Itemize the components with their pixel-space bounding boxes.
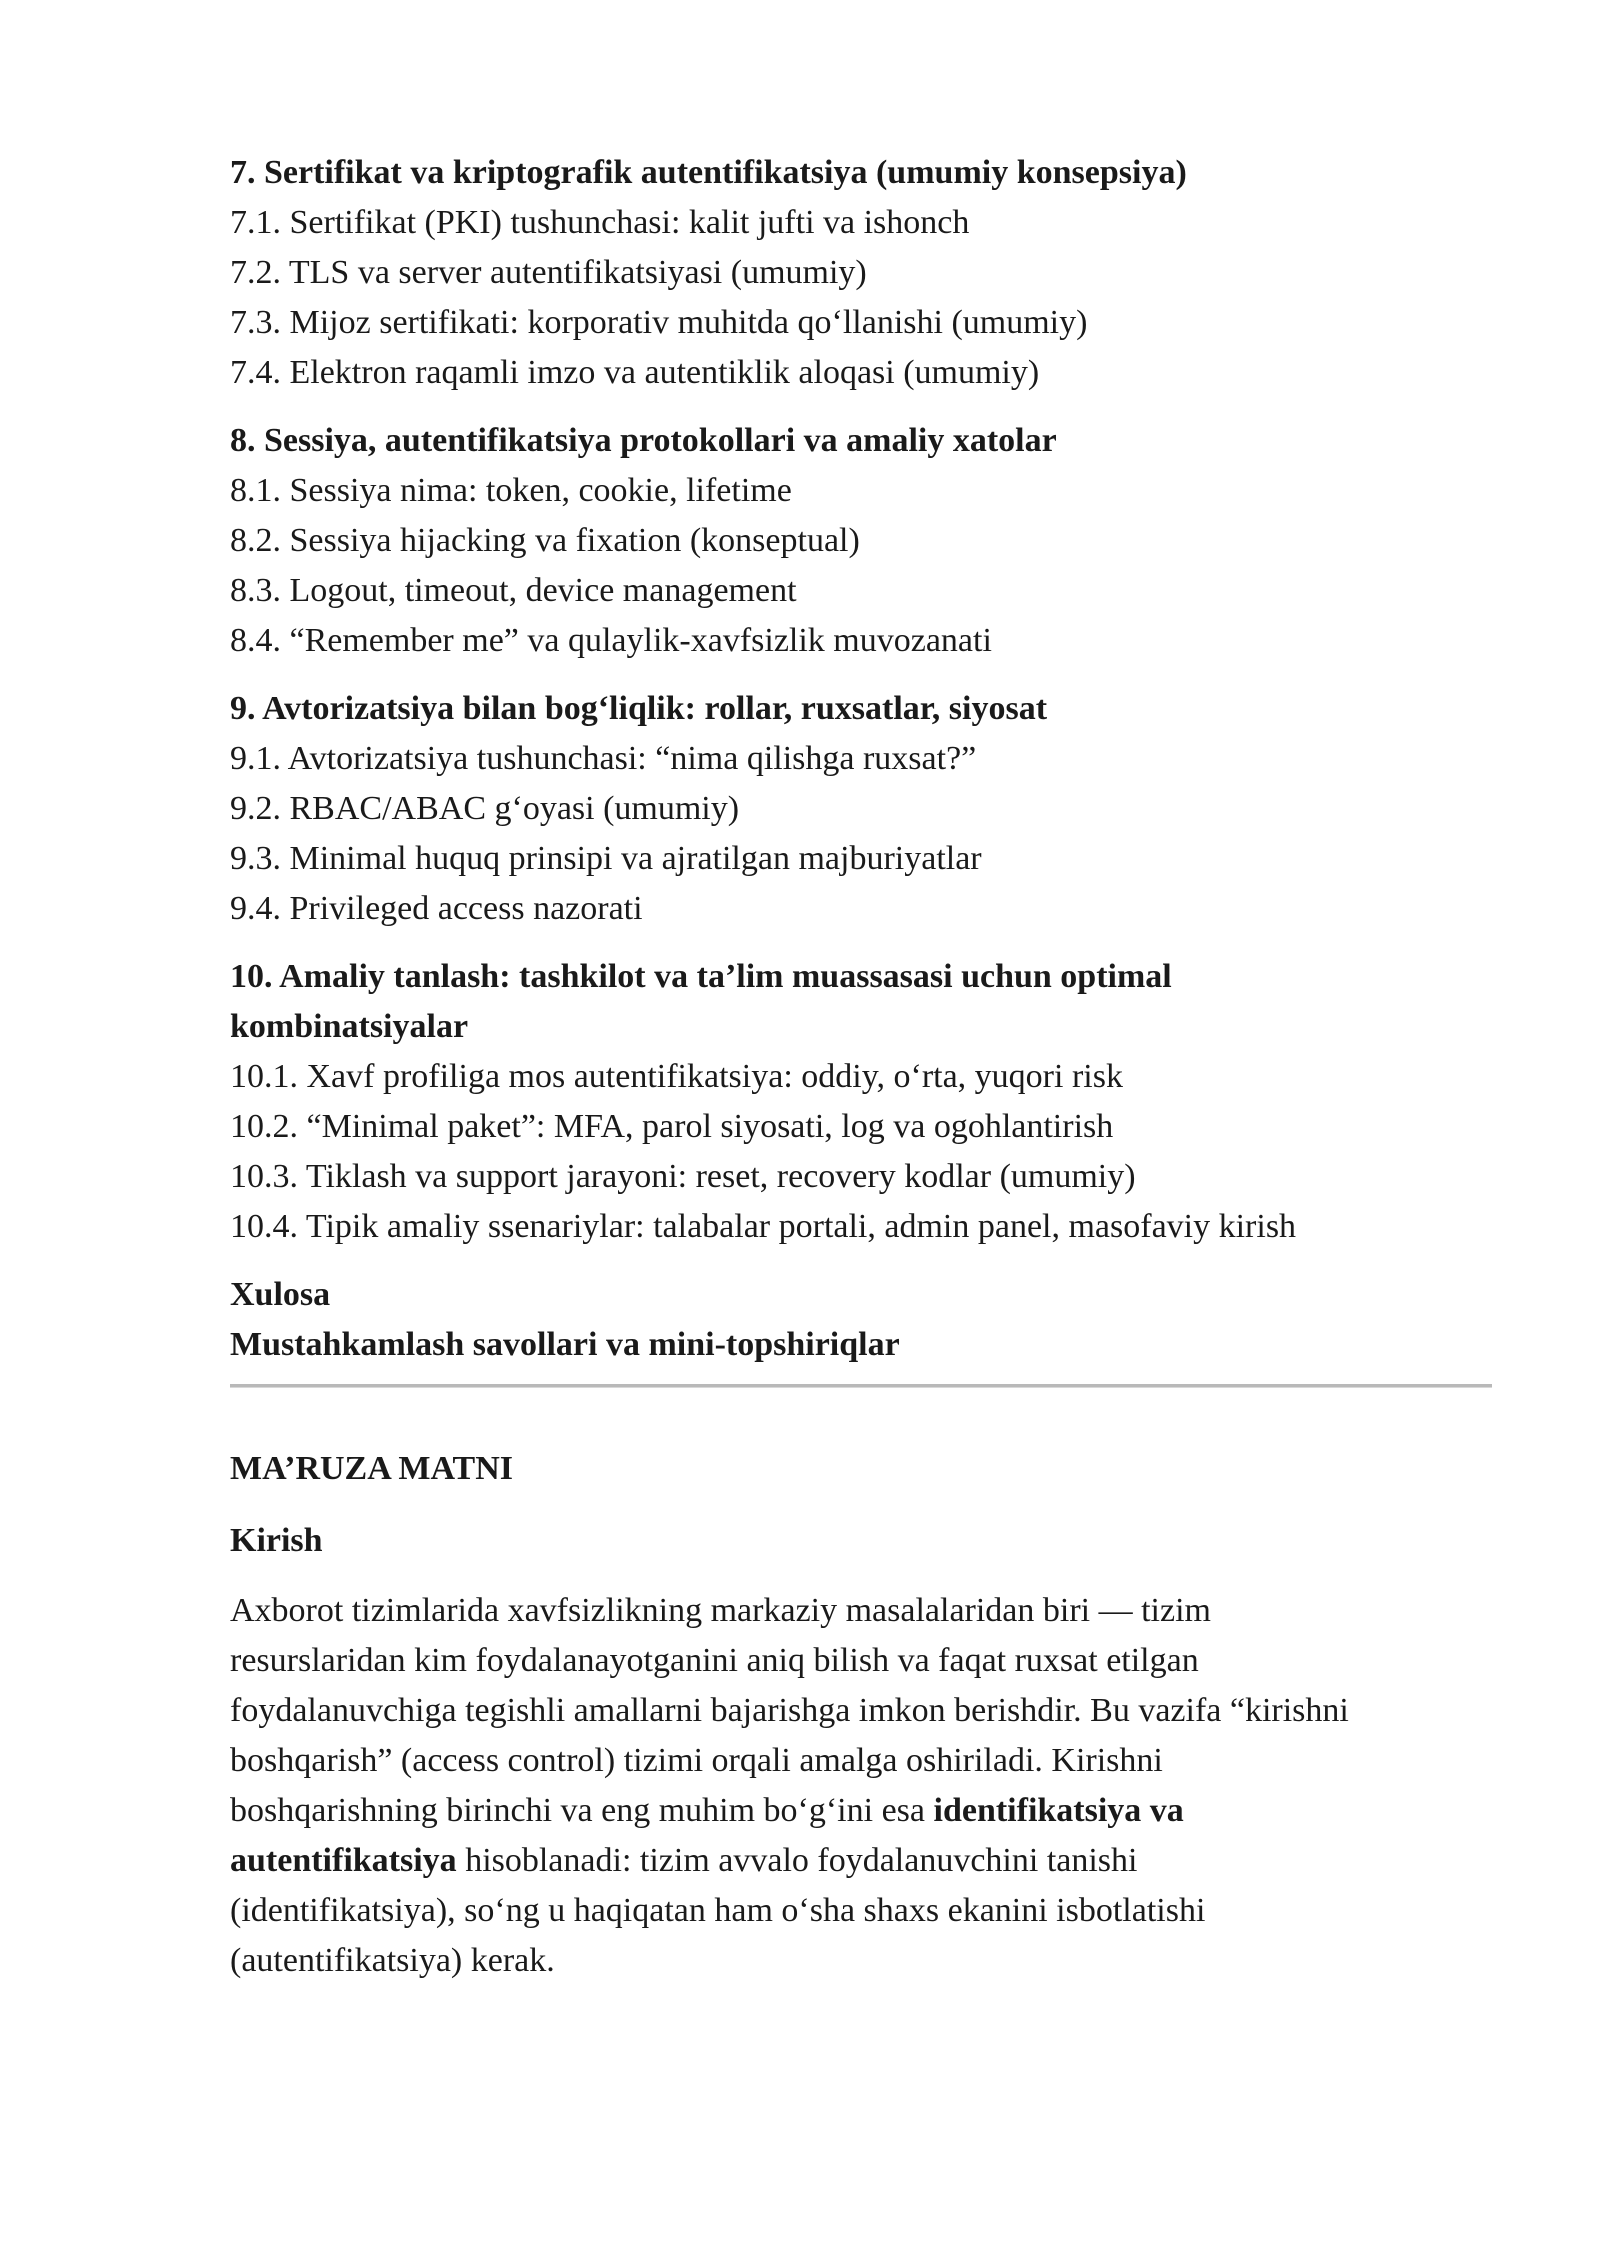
toc-item-10-2: 10.2. “Minimal paket”: MFA, parol siyosati, log va ogohlantirish [230,1108,1114,1145]
toc-heading-8: 8. Sessiya, autentifikatsiya protokollari va amaliy xatolar [230,422,1057,459]
horizontal-divider [230,1384,1492,1388]
toc-heading-7: 7. Sertifikat va kriptografik autentifikatsiya (umumiy konsepsiya) [230,154,1187,191]
toc-heading-9: 9. Avtorizatsiya bilan bog‘liqlik: rollar, ruxsatlar, siyosat [230,690,1048,727]
paragraph-text: boshqarishning birinchi va eng muhim bo‘g‘ini esa [230,1792,934,1829]
toc-section-8 [230,416,1492,666]
toc-item-10-4: 10.4. Tipik amaliy ssenariylar: talabalar portali, admin panel, masofaviy kirish [230,1208,1297,1245]
paragraph-line: resurslaridan kim foydalanayotganini aniq bilish va faqat ruxsat etilgan [230,1642,1199,1679]
toc-exercises: Mustahkamlash savollari va mini-topshiriqlar [230,1326,900,1363]
paragraph-line: foydalanuvchiga tegishli amallarni bajarishga imkon berishdir. Bu vazifa “kirishni [230,1692,1349,1729]
emphasis-term: autentifikatsiya [230,1842,457,1879]
toc-section-7 [230,148,1492,398]
paragraph-line: (identifikatsiya), so‘ng u haqiqatan ham o‘sha shaxs ekanini isbotlatishi [230,1892,1206,1929]
toc-item-9-3: 9.3. Minimal huquq prinsipi va ajratilgan majburiyatlar [230,840,982,877]
paragraph-line: (autentifikatsiya) kerak. [230,1942,555,1979]
toc-conclusion: Xulosa [230,1276,331,1313]
paragraph-line [230,1836,1492,1886]
toc-item-7-4: 7.4. Elektron raqamli imzo va autentiklik aloqasi (umumiy) [230,354,1040,391]
toc-item-8-3: 8.3. Logout, timeout, device management [230,572,797,609]
toc-item-9-1: 9.1. Avtorizatsiya tushunchasi: “nima qilishga ruxsat?” [230,740,977,777]
toc-item-10-1: 10.1. Xavf profiliga mos autentifikatsiya: oddiy, o‘rta, yuqori risk [230,1058,1123,1095]
intro-heading: Kirish [230,1522,323,1559]
toc-item-8-2: 8.2. Sessiya hijacking va fixation (konseptual) [230,522,860,559]
toc-item-9-4: 9.4. Privileged access nazorati [230,890,643,927]
paragraph-line: Axborot tizimlarida xavfsizlikning markaziy masalalaridan biri — tizim [230,1592,1211,1629]
toc-item-10-3: 10.3. Tiklash va support jarayoni: reset, recovery kodlar (umumiy) [230,1158,1136,1195]
lecture-title: MA’RUZA MATNI [230,1450,513,1487]
toc-item-7-1: 7.1. Sertifikat (PKI) tushunchasi: kalit jufti va ishonch [230,204,970,241]
emphasis-term: identifikatsiya va [933,1792,1184,1829]
toc-heading-10-line-2: kombinatsiyalar [230,1008,469,1045]
toc-summary [230,1270,1492,1370]
toc-item-9-2: 9.2. RBAC/ABAC g‘oyasi (umumiy) [230,790,740,827]
toc-item-7-2: 7.2. TLS va server autentifikatsiyasi (umumiy) [230,254,867,291]
toc-item-8-4: 8.4. “Remember me” va qulaylik-xavfsizlik muvozanati [230,622,992,659]
paragraph-line [230,1786,1492,1836]
toc-item-8-1: 8.1. Sessiya nima: token, cookie, lifetime [230,472,792,509]
paragraph-text: hisoblanadi: tizim avvalo foydalanuvchini tanishi [456,1842,1138,1879]
document-page [230,148,1492,1986]
paragraph-line: boshqarish” (access control) tizimi orqali amalga oshiriladi. Kirishni [230,1742,1163,1779]
toc-item-7-3: 7.3. Mijoz sertifikati: korporativ muhitda qo‘llanishi (umumiy) [230,304,1088,341]
toc-section-10 [230,952,1492,1252]
toc-heading-10-line-1: 10. Amaliy tanlash: tashkilot va ta’lim muassasasi uchun optimal [230,958,1172,995]
intro-paragraph [230,1586,1492,1986]
toc-section-9 [230,684,1492,934]
